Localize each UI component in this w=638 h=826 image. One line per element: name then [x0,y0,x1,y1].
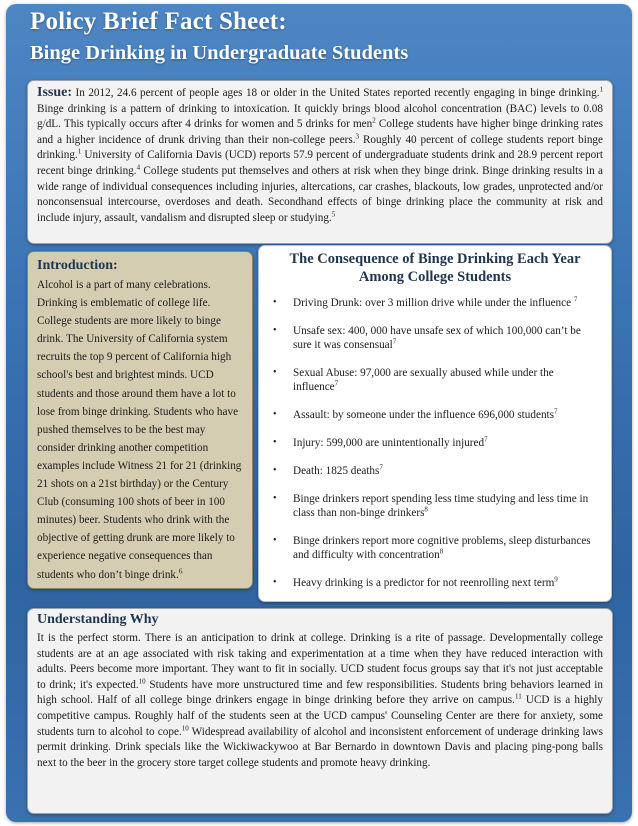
bullet-icon: • [273,297,277,308]
bullet-icon: • [273,465,277,476]
issue-paragraph: Issue: In 2012, 24.6 percent of people ages 18 or older in the United States reported recently engaging in binge drinking.$^1$ Binge drinking is a pattern of drinking to intoxication. It quickly brings blood alcohol concentration (BAC) levels to 0.08 g/dL. This typically occurs after 4 drinks for women and 5 drinks for men$^2$ College students have higher binge drinking rates and a higher incidence of drunk driving than their non-college peers.$^3$ Roughly 40 percent of college students report binge drinking.$^1$ University of California Davis (UCD) reports 57.9 percent of undergraduate students drink and 28.9 percent report recent binge drinking.$^4$ College students put themselves and others at risk when they binge drink. Binge drinking results in a wide range of individual consequences including injuries, altercations, car crashes, blackouts, low grades, unprotected and/or nonconsensual intercourse, overdoses and death. Secondhand effects of binge drinking place the community at risk and include injury, assault, vandalism and disrupted sleep or studying.$^5$ [37,85,604,224]
page-subtitle: Binge Drinking in Undergraduate Students [30,42,409,64]
introduction-heading: Introduction: [37,258,118,273]
issue-section [27,80,613,244]
bullet-icon: • [273,409,277,420]
bullet-icon: • [273,367,277,378]
list-item: • Driving Drunk: over 3 million drive while under the influence $^7$ [273,295,578,309]
issue-heading: Issue: [37,85,73,100]
list-item: • Heavy drinking is a predictor for not reenrolling next term$^9$ [273,575,558,589]
understanding-why-heading: Understanding Why [37,612,159,627]
bullet-icon: • [273,535,277,546]
introduction-section [27,251,253,589]
bullet-icon: • [273,577,277,588]
list-item: • Injury: 599,000 are unintentionally injured$^7$ [273,435,488,449]
understanding-why-paragraph: It is the perfect storm. There is an anticipation to drink at college. Drinking is a rite of passage. Developmentally college students are at an age associated with risk taking and experimentation at a time when they have reduced interaction with adults. Peers become more important. They want to fit in socially. UCD student focus groups say that it's not just acceptable to drink; it's expected.$^{10}$ Students have more unstructured time and few responsibilities. Students bring behaviors learned in high school. Half of all college binge drinkers engage in binge drinking before they arrive on campus.$^{11}$ UCD is a highly competitive campus. Roughly half of the students seen at the UCD campus' Counseling Center are there for anxiety, some students turn to alcohol to cope.$^{10}$ Widespread availability of alcohol and inconsistent enforcement of underage drinking laws permit drinking. Drink specials like the Wickiwackywoo at Bar Bernardo in downtown Davis and placing ping-pong balls next to the beer in the grocery store target college students and promote heavy drinking. [37,632,604,769]
consequences-section [258,245,612,602]
bullet-icon: • [273,437,277,448]
list-item: • Binge drinkers report spending less time studying and less time in class than non-binge drinkers$^8$ [273,493,589,519]
introduction-paragraph: Alcohol is a part of many celebrations. Drinking is emblematic of college life. College students are more likely to binge drink. The University of California system recruits the top 9 percent of California high school's best and brightest minds. UCD students and those around them have a lot to lose from binge drinking. Students who have pushed themselves to be the best may consider drinking another competition examples include Witness 21 for 21 (drinking 21 shots on a 21st birthday) or the Century Club (consuming 100 shots of beer in 100 minutes) beer. Students who drink with the objective of getting drunk are more likely to experience negative consequences than students who don’t binge drink.$^6$ [37,279,242,581]
list-item: • Unsafe sex: 400, 000 have unsafe sex of which 100,000 can’t be sure it was consensual$^7$ [273,325,581,351]
list-item: • Death: 1825 deaths$^7$ [273,463,383,477]
consequences-heading: The Consequence of Binge Drinking Each Year Among College Students [289,251,581,285]
list-item: • Sexual Abuse: 97,000 are sexually abused while under the influence$^7$ [273,367,554,393]
list-item: • Assault: by someone under the influence 696,000 students$^7$ [273,407,558,421]
page-title: Policy Brief Fact Sheet: [30,8,287,35]
list-item: • Binge drinkers report more cognitive problems, sleep disturbances and difficulty with concentration$^8$ [273,535,591,561]
bullet-icon: • [273,493,277,504]
understanding-why-section [27,608,613,814]
bullet-icon: • [273,325,277,336]
consequences-list [259,296,611,602]
